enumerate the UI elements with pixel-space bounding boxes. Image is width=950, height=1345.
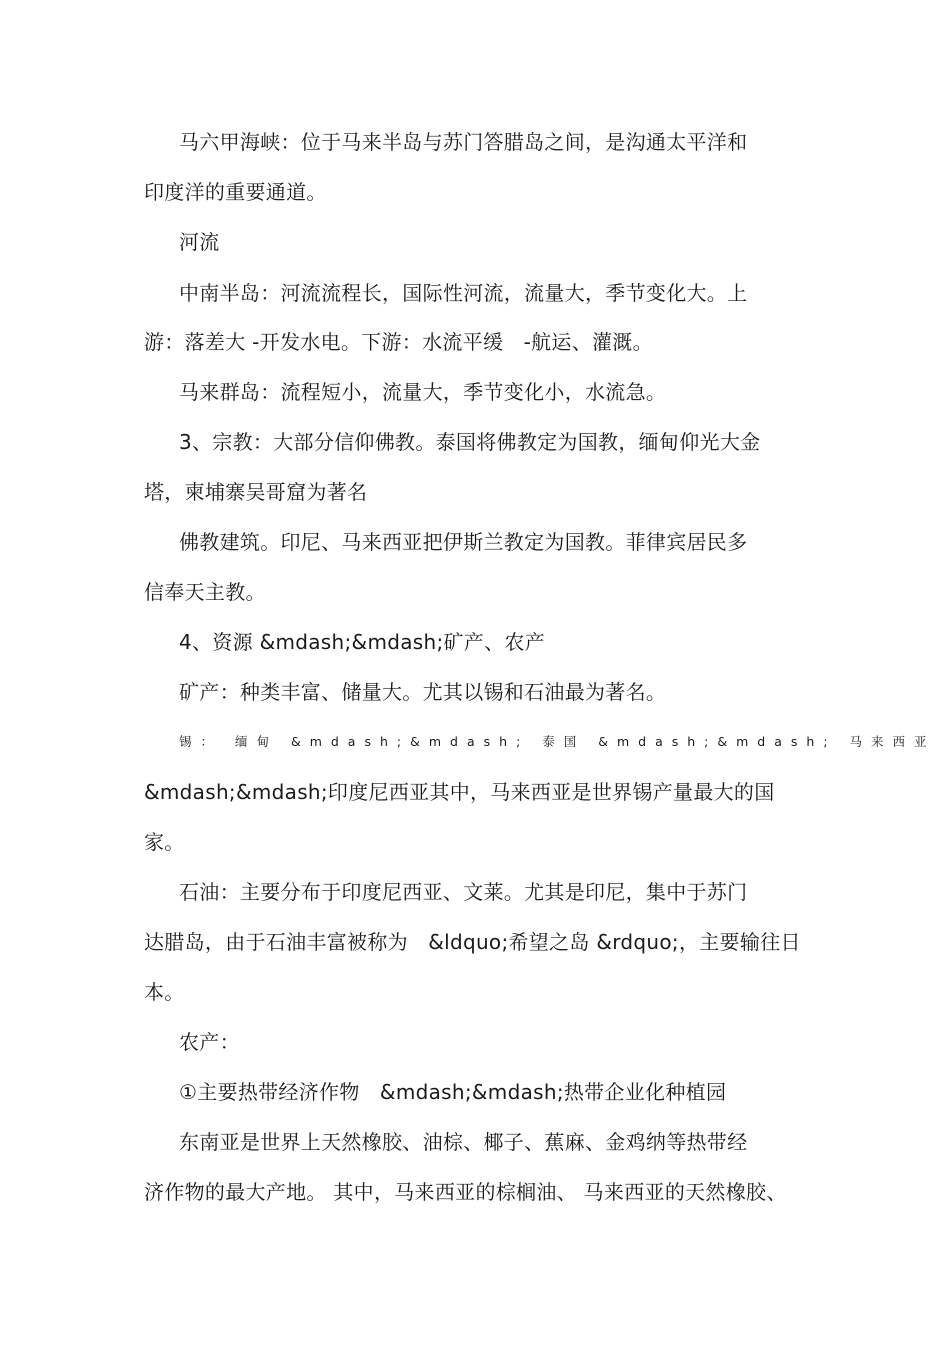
section-heading: 4、资源 &mdash;&mdash;矿产、农产 xyxy=(179,630,546,654)
paragraph-line: 印度洋的重要通道。 xyxy=(144,180,327,204)
paragraph-line: 马来群岛：流程短小，流量大，季节变化小，水流急。 xyxy=(179,380,667,404)
section-heading: 河流 xyxy=(179,230,220,254)
paragraph-line: 中南半岛：河流流程长，国际性河流，流量大，季节变化大。上 xyxy=(179,281,748,305)
paragraph-line: 达腊岛，由于石油丰富被称为 &ldquo;希望之岛 &rdquo;，主要输往日 xyxy=(144,930,801,954)
paragraph-line: 济作物的最大产地。 其中，马来西亚的棕榈油、 马来西亚的天然橡胶、 xyxy=(144,1180,787,1204)
paragraph-line: 塔，柬埔寨吴哥窟为著名 xyxy=(144,480,368,504)
paragraph-line: 矿产：种类丰富、储量大。尤其以锡和石油最为著名。 xyxy=(179,680,667,704)
paragraph-line: &mdash;&mdash;印度尼西亚其中，马来西亚是世界锡产量最大的国 xyxy=(144,780,775,804)
paragraph-line: 东南亚是世界上天然橡胶、油棕、椰子、蕉麻、金鸡纳等热带经 xyxy=(179,1130,748,1154)
paragraph-line: 家。 xyxy=(144,830,185,854)
paragraph-line: 本。 xyxy=(144,980,185,1004)
section-heading: 农产： xyxy=(179,1030,240,1054)
paragraph-line: 石油：主要分布于印度尼西亚、文莱。尤其是印尼，集中于苏门 xyxy=(179,880,748,904)
paragraph-line: 3、宗教：大部分信仰佛教。泰国将佛教定为国教，缅甸仰光大金 xyxy=(179,430,761,454)
paragraph-line: 马六甲海峡：位于马来半岛与苏门答腊岛之间，是沟通太平洋和 xyxy=(179,130,748,154)
paragraph-line: 游：落差大 -开发水电。下游：水流平缓 -航运、灌溉。 xyxy=(144,330,653,354)
paragraph-line: 锡： 缅甸 &mdash;&mdash; 泰国 &mdash;&mdash; 马来西亚 xyxy=(179,734,936,749)
paragraph-line: 信奉天主教。 xyxy=(144,580,266,604)
paragraph-line: 佛教建筑。印尼、马来西亚把伊斯兰教定为国教。菲律宾居民多 xyxy=(179,530,748,554)
paragraph-line: ①主要热带经济作物 &mdash;&mdash;热带企业化种植园 xyxy=(179,1080,727,1104)
